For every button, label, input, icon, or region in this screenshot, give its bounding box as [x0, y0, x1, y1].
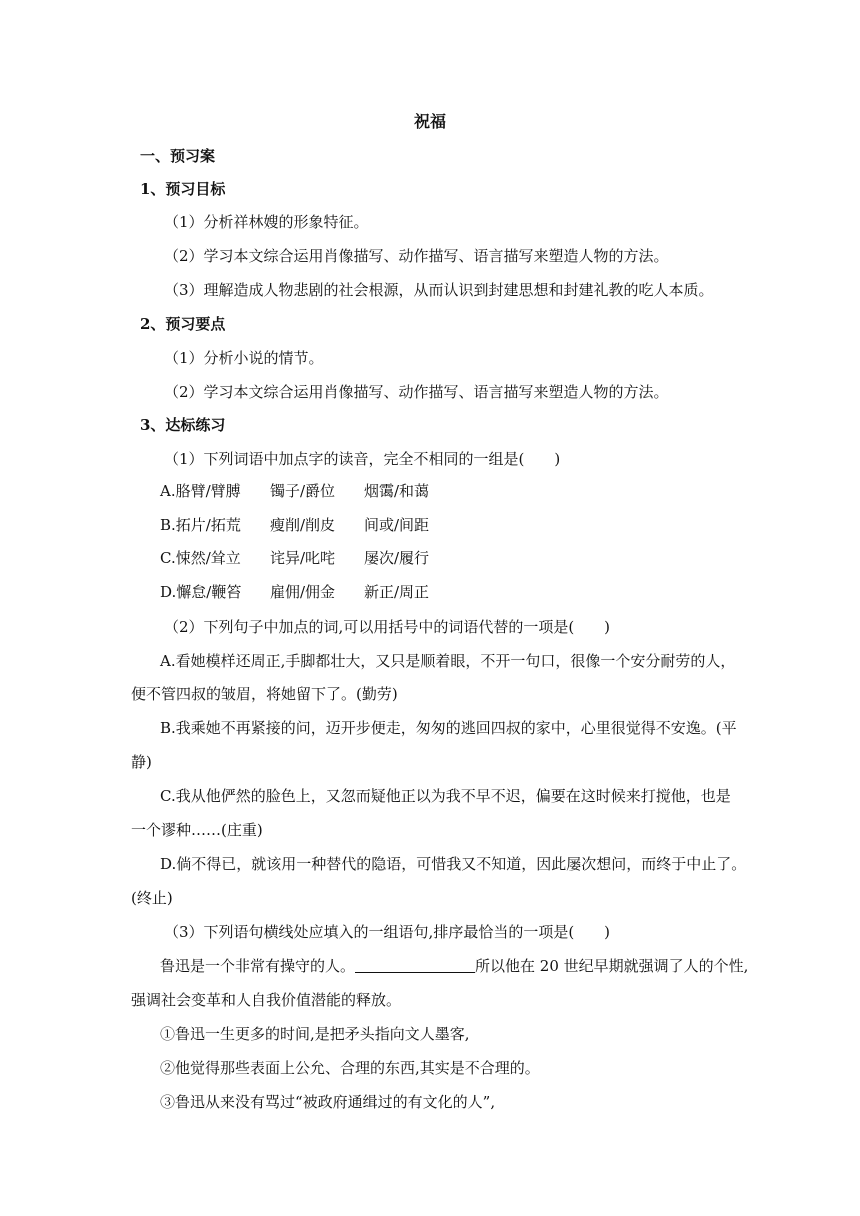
q3-passage-before: 鲁迅是一个非常有操守的人。 — [160, 957, 356, 975]
question-3-stem: （3）下列语句横线处应填入的一组语句,排序最恰当的一项是( ) — [164, 923, 611, 941]
points-heading: 2、预习要点 — [140, 315, 226, 333]
option-row-a — [160, 481, 720, 501]
q3-option-3: ③鲁迅从来没有骂过“被政府通缉过的有文化的人”, — [160, 1093, 496, 1111]
q2-option-c-line1: C.我从他俨然的脸色上，又忽而疑他正以为我不早不迟，偏要在这时候来打搅他，也是 — [160, 787, 731, 805]
point-item: （1）分析小说的情节。 — [164, 349, 324, 367]
option-row-c — [160, 548, 720, 568]
goal-item: （2）学习本文综合运用肖像描写、动作描写、语言描写来塑造人物的方法。 — [164, 247, 669, 265]
q2-option-d-line1: D.倘不得已，就该用一种替代的隐语，可惜我又不知道，因此屡次想问，而终于中止了。 — [160, 855, 747, 873]
option-row-d — [160, 582, 720, 602]
option-a-col1: A.胳臂/臂膊 — [160, 482, 241, 500]
q2-option-b-line1: B.我乘她不再紧接的问，迈开步便走，匆匆的逃回四叔的家中，心里很觉得不安逸。(平 — [160, 719, 737, 737]
page-title: 祝福 — [413, 112, 446, 131]
option-c-col2: 诧异/叱咤 — [270, 549, 336, 567]
q2-option-b-line2: 静) — [131, 753, 152, 771]
point-item: （2）学习本文综合运用肖像描写、动作描写、语言描写来塑造人物的方法。 — [164, 383, 669, 401]
fill-blank[interactable] — [355, 956, 475, 973]
option-b-col2: 瘦削/削皮 — [270, 516, 336, 534]
q2-option-c-line2: 一个谬种……(庄重) — [131, 821, 263, 839]
q2-option-d-line2: (终止) — [131, 889, 173, 907]
q3-option-1: ①鲁迅一生更多的时间,是把矛头指向文人墨客, — [160, 1025, 470, 1043]
option-c-col3: 屡次/履行 — [364, 549, 430, 567]
option-b-col1: B.拓片/拓荒 — [160, 516, 241, 534]
q2-option-a-line2: 便不管四叔的皱眉，将她留下了。(勤劳) — [131, 685, 398, 703]
option-d-col1: D.懈怠/鞭笞 — [160, 583, 242, 601]
option-row-b — [160, 515, 720, 535]
option-c-col1: C.悚然/耸立 — [160, 549, 241, 567]
q3-passage-line1 — [160, 956, 748, 976]
option-d-col3: 新正/周正 — [364, 583, 430, 601]
q3-passage-after: 所以他在 20 世纪早期就强调了人的个性, — [475, 957, 749, 975]
goal-item: （1）分析祥林嫂的形象特征。 — [164, 213, 369, 231]
q2-option-a-line1: A.看她模样还周正,手脚都壮大，又只是顺着眼，不开一句口，很像一个安分耐劳的人， — [160, 652, 736, 670]
goals-heading: 1、预习目标 — [140, 180, 226, 198]
option-d-col2: 雇佣/佣金 — [270, 583, 336, 601]
option-a-col2: 镯子/爵位 — [270, 482, 336, 500]
goal-item: （3）理解造成人物悲剧的社会根源，从而认识到封建思想和封建礼教的吃人本质。 — [164, 281, 714, 299]
question-1-stem: （1）下列词语中加点字的读音，完全不相同的一组是( ) — [164, 450, 561, 468]
section-heading: 一、预习案 — [140, 147, 216, 165]
question-2-stem: （2）下列句子中加点的词,可以用括号中的词语代替的一项是( ) — [164, 618, 611, 636]
q3-option-2: ②他觉得那些表面上公允、合理的东西,其实是不合理的。 — [160, 1059, 540, 1077]
q3-passage-line2: 强调社会变革和人自我价值潜能的释放。 — [131, 991, 402, 1009]
option-b-col3: 间或/间距 — [364, 516, 430, 534]
practice-heading: 3、达标练习 — [140, 416, 226, 434]
option-a-col3: 烟霭/和蔼 — [364, 482, 430, 500]
